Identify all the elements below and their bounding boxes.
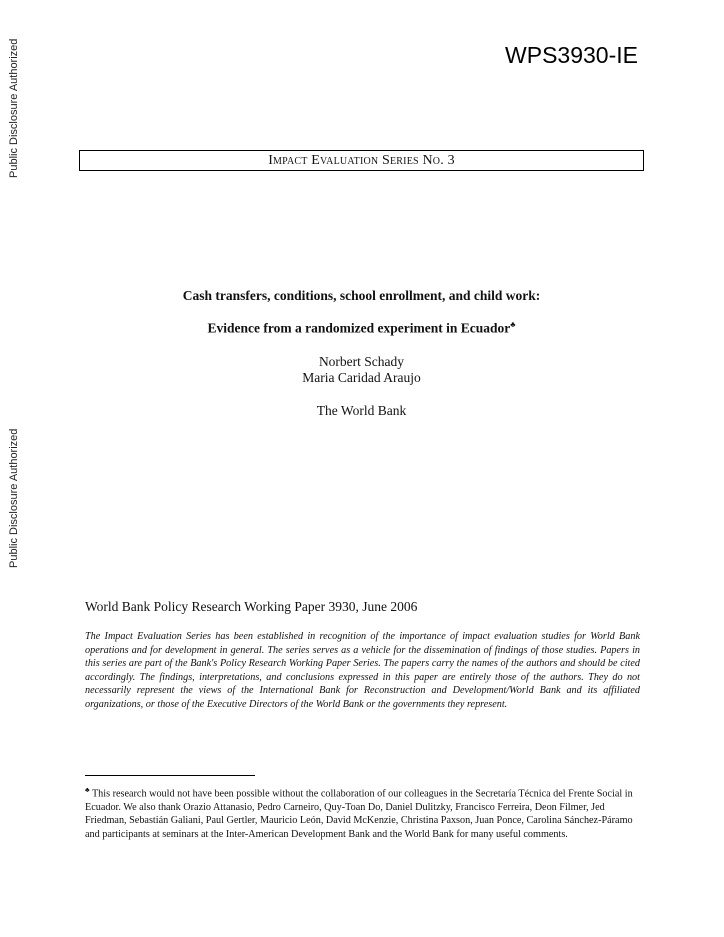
paper-title-line1: Cash transfers, conditions, school enrollment, and child work: (182, 288, 541, 303)
author-name: Norbert Schady (318, 354, 405, 369)
paper-title-line2 (79, 320, 644, 337)
footnote-divider (85, 775, 255, 776)
title-footnote-marker[interactable]: ♣ (510, 320, 516, 329)
footnote (85, 784, 640, 841)
footnote-text: This research would not have been possible without the collaboration of our colleagues in the Secretaría Técnica del Frente Social in Ecuador. We also thank Orazio Attanasio, Pedro Carneiro, Quy-Toan Do, Daniel Dulitzky, Francisco Ferreira, Deon Filmer, Jed Friedman, Sebastián Galiani, Paul Gertler, Mauricio León, David McKenzie, Christina Paxson, Juan Ponce, Carolina Sánchez-Páramo and participants at seminars at the Inter-American Development Bank and the World Bank for many useful comments. (85, 788, 633, 840)
disclosure-label-bottom: Public Disclosure Authorized (8, 428, 20, 568)
disclosure-label-top: Public Disclosure Authorized (8, 38, 20, 178)
working-paper-citation: World Bank Policy Research Working Paper 3930, June 2006 (85, 599, 418, 614)
series-disclaimer: The Impact Evaluation Series has been established in recognition of the importance of impact evaluation studies for World Bank operations and for development in general. The series serves as a vehicle for the dissemination of findings of those studies. Papers in this series are part of the Bank's Policy Research Working Paper Series. The papers carry the names of the authors and should be cited accordingly. The findings, interpretations, and conclusions expressed in this paper are entirely those of the authors. They do not necessarily represent the views of the International Bank for Reconstruction and Development/World Bank and its affiliated organizations, or those of the Executive Directors of the World Bank or the governments they represent. (85, 631, 640, 710)
series-label: Impact Evaluation Series No. 3 (268, 153, 455, 168)
paper-title-line2-text: Evidence from a randomized experiment in Ecuador (207, 320, 511, 336)
author-name: Maria Caridad Araujo (302, 370, 421, 385)
footnote-marker: ♣ (85, 786, 90, 794)
affiliation: The World Bank (316, 403, 407, 418)
report-id: WPS3930-IE (505, 42, 638, 68)
series-banner (79, 150, 644, 171)
